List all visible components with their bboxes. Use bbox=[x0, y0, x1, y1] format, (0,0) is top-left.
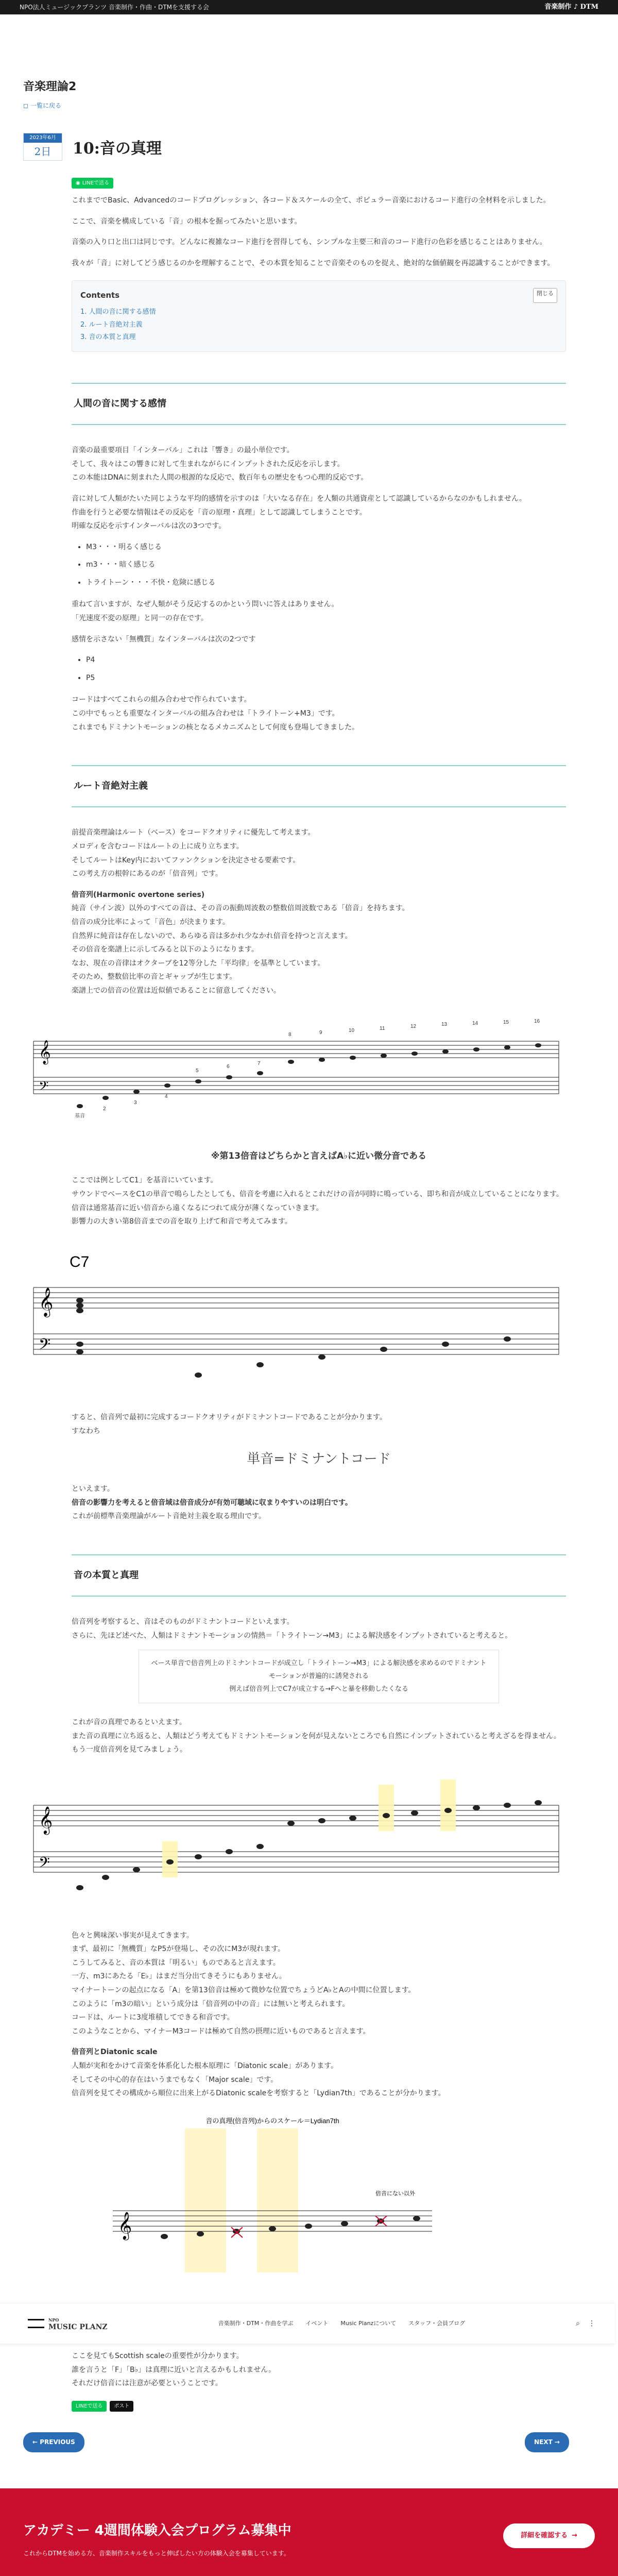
s3-line: 人類が実和をかけて音楽を体系化した根本原理に「Diatonic scale」があります。 bbox=[72, 2061, 338, 2070]
s1-line: 作曲を行うと必要な情報はその反応を「音の原理・真理」として認識してしまうことです。 bbox=[72, 508, 367, 517]
top-bar bbox=[0, 0, 618, 14]
s3-line: マイナートーンの起点になる「A」を第13倍音は極めて微妙な位置でちょうどA♭とAの中間に位置します。 bbox=[72, 1986, 416, 1994]
intro-1: これまででBasic、Advancedのコードプログレッション、各コード＆スケールの全て、ポピュラー音楽におけるコード進行の全材料を示しました。 bbox=[72, 196, 551, 205]
toc-item[interactable]: 2. ルート音絶対主義 bbox=[80, 320, 143, 329]
intro-4: 我々が「音」に対してどう感じるのかを理解することで、その本質を知ることで音楽そのものを捉え、絶対的な価値観を再認識することができます。 bbox=[72, 259, 555, 267]
sticky-navbar bbox=[0, 2303, 615, 2344]
s2-line: なお、現在の音律はオクターブを12等分した「平均律」を基準としています。 bbox=[72, 959, 325, 968]
diatonic-title: 倍音列とDiatonic scale bbox=[72, 2048, 158, 2057]
s2-line: すると、倍音列で最初に完成するコードクオリティがドミナントコードであることが分かります。 bbox=[72, 1413, 387, 1422]
treble-clef-icon: 𝄞 bbox=[39, 1287, 54, 1316]
article-body bbox=[39, 163, 595, 2412]
navbar-links bbox=[218, 2318, 465, 2329]
s3-line: コードは、ルートに3度堆積してできる和音です。 bbox=[72, 2013, 234, 2022]
bass-clef-icon: 𝄢 bbox=[39, 1335, 51, 1357]
score-title: 音の真理(倍音列)からのスケール＝Lydian7th bbox=[205, 2116, 339, 2125]
s3-line: 一方、m3にあたる「E♭」はまだ当分出てきそうにもありません。 bbox=[72, 1972, 286, 1981]
cta-button-label: 詳細を確認する bbox=[521, 2531, 568, 2539]
s3-line: また音の真理に立ち返ると、人類はどう考えてもドミナントモーションを何が見えないところでも自然にインプットされていると考えざるを得ません。 bbox=[72, 1732, 561, 1740]
post-header bbox=[23, 133, 569, 163]
line-share-label: LINEで送る bbox=[82, 180, 110, 186]
chord-name-label: C7 bbox=[70, 1253, 90, 1270]
page-head bbox=[23, 76, 76, 112]
s2-p bbox=[72, 1411, 566, 1438]
s1-line: そして、我々はこの響きに対して生まれながらにインプットされた反応を示します。 bbox=[72, 460, 345, 468]
nav-link[interactable]: 音楽制作・DTM・作曲を学ぶ bbox=[218, 2319, 294, 2327]
svg-text:9: 9 bbox=[319, 1029, 322, 1036]
section-heading: 音の本質と真理 bbox=[72, 1554, 566, 1597]
nav-link[interactable]: イベント bbox=[305, 2319, 329, 2327]
s3-line: それだけ倍音には注意が必要ということです。 bbox=[72, 2379, 222, 2388]
intro-3: 音楽の入り口と出口は同じです。どんなに複雑なコード進行を習得しても、シンプルな主要三和音のコード進行の色彩を感じることはありません。 bbox=[72, 238, 547, 247]
date-box bbox=[23, 133, 62, 161]
s2-line: サウンドでベースをC1の単音で鳴らしたとしても、倍音を考慮に入れるとこれだけの音が同時に鳴っている、即ち和音が成立していることになります。 bbox=[72, 1190, 563, 1199]
svg-text:7: 7 bbox=[258, 1060, 261, 1066]
list-item: • P5 bbox=[86, 671, 566, 685]
s2-line: 純音（サイン波）以外のすべての音は、その音の振動周波数の整数倍周波数である「倍音」を持ちます。 bbox=[72, 904, 409, 913]
s1-p bbox=[72, 492, 566, 533]
svg-text:10: 10 bbox=[349, 1027, 355, 1033]
bass-clef-icon: 𝄢 bbox=[39, 1078, 49, 1097]
cta-subtext: これからDTMを始める方、音楽制作スキルをもっと伸ばしたい方の体験入会を募集しています。 bbox=[23, 2550, 290, 2557]
x-post-button[interactable]: ポスト bbox=[110, 2401, 133, 2412]
s2-line: ここでは例としてC1」を基音にいています。 bbox=[72, 1176, 218, 1185]
toc-header bbox=[80, 288, 557, 303]
logo-main: MUSIC PLANZ bbox=[48, 2323, 108, 2332]
s3-p bbox=[72, 2349, 566, 2391]
nav-link[interactable]: Music Planzについて bbox=[340, 2319, 397, 2327]
s3-line: こうしてみると、音の本質は「明るい」ものであると言えます。 bbox=[72, 1958, 280, 1967]
callout-13th: ※第13倍音はどちらかと言えばA♭に近い微分音である bbox=[211, 1151, 427, 1162]
post-title: 10:音の真理 bbox=[73, 140, 162, 158]
toc-list bbox=[80, 306, 557, 344]
svg-text:14: 14 bbox=[472, 1020, 478, 1026]
nav-link[interactable]: スタッフ・会員ブログ bbox=[408, 2319, 466, 2327]
truth-quote-box: ベース単音で倍音列上のドミナントコードが成立し「トライトーン→M3」による解決感を求めるのでドミナントモーションが普遍的に誘発される 例えば倍音列上でC7が成立する→Fへと暴を移動したくなる bbox=[139, 1650, 499, 1703]
s1-line: 音楽の最重要項目「インターバル」これは「響き」の最小単位です。 bbox=[72, 446, 294, 455]
line-share-button[interactable] bbox=[72, 178, 113, 189]
previous-button[interactable]: ← PREVIOUS bbox=[23, 2432, 84, 2452]
s2-line: この考え方の根幹にあるのが「倍音列」です。 bbox=[72, 870, 222, 878]
s2-line: 楽譜上での倍音の位置は近似値であることに留意してください。 bbox=[72, 986, 281, 995]
cta-title: アカデミー 4週間体験入会プログラム募集中 bbox=[23, 2522, 291, 2538]
s3-line: ここを見てもScottish scaleの重要性が分かります。 bbox=[72, 2352, 244, 2361]
s3-p bbox=[72, 1615, 566, 1642]
table-of-contents bbox=[72, 280, 566, 352]
svg-text:13: 13 bbox=[441, 1021, 448, 1027]
s3-line: このようなことから、マイナーM3コードは極めて自然の摂理に近いものであると言えます。 bbox=[72, 2027, 370, 2036]
svg-text:8: 8 bbox=[288, 1031, 291, 1038]
s2-line: 影響力の大きい第8倍音までの音を取り上げて和音で考えてみます。 bbox=[72, 1217, 292, 1226]
s2-line: 前提音楽理論はルート（ベース）をコードクオリティに優先して考えます。 bbox=[72, 828, 315, 837]
s2-line: 倍音は通常基音に近い倍音から遠くなるにつれて成分が薄くなっていきます。 bbox=[72, 1204, 323, 1212]
logo-top: NPO bbox=[48, 2317, 59, 2323]
svg-text:3: 3 bbox=[134, 1099, 137, 1106]
s2-p bbox=[72, 902, 566, 997]
s3-line: まず、最初に「無機質」なP5が登場し、その次にM3が現れます。 bbox=[72, 1945, 285, 1954]
section-heading: 人間の音に関する感情 bbox=[72, 383, 566, 425]
treble-clef-icon: 𝄞 bbox=[118, 2211, 132, 2239]
s3-line: 色々と興味深い事実が見えてきます。 bbox=[72, 1931, 194, 1940]
cta-detail-button[interactable] bbox=[503, 2523, 595, 2548]
s2-line: これが前標準音楽理論がルート音絶対主義を取る理由です。 bbox=[72, 1512, 266, 1521]
svg-text:5: 5 bbox=[196, 1067, 199, 1074]
s3-line: これが音の真理であるといえます。 bbox=[72, 1718, 186, 1727]
back-to-list-link[interactable] bbox=[23, 100, 76, 112]
s1-p: 感情を示さない「無機質」なインターバルは次の2つです bbox=[72, 635, 256, 643]
s3-line: 倍音列を見てその構成から順位に出来上がるDiatonic scaleを考察すると「Lydian7th」であることが分かります。 bbox=[72, 2089, 445, 2098]
overtone-score-c7 bbox=[23, 1246, 569, 1396]
s1-line: 音に対して人類がたいた同じような平均的感情を示すのは「大いなる存在」を人類の共通資産として認識しているからなのかもしれません。 bbox=[72, 494, 526, 503]
overtone-title: 倍音列(Harmonic overtone series) bbox=[72, 890, 205, 899]
s1-line: この中でもっとも重要なインターバルの組み合わせは「トライトーン+M3」です。 bbox=[72, 709, 339, 718]
s3-p bbox=[72, 1929, 566, 2039]
line-share-button[interactable]: LINEで送る bbox=[72, 2401, 107, 2412]
back-link-label: 一覧に戻る bbox=[30, 101, 61, 109]
s2-line: メロディを含むコードはルートの上に成り立ちます。 bbox=[72, 842, 244, 851]
treble-clef-icon: 𝄞 bbox=[39, 1040, 51, 1064]
overtone-score-2 bbox=[23, 1774, 569, 1913]
bass-clef-icon: 𝄢 bbox=[39, 1854, 50, 1875]
svg-text:12: 12 bbox=[410, 1023, 417, 1029]
s2-line: そのため、整数倍比率の音とギャップが生じます。 bbox=[72, 973, 237, 981]
archive-title: 音楽理論2 bbox=[23, 80, 77, 93]
emotional-intervals-list bbox=[86, 540, 566, 590]
s1-line: 明確な反応を示すインターバルは次の3つです。 bbox=[72, 522, 226, 531]
intro-2: ここで、音楽を構成している「音」の根本を掘ってみたいと思います。 bbox=[72, 217, 302, 226]
s2-line: そしてルートはKey内においてファンクションを決定させる要素です。 bbox=[72, 856, 300, 865]
overtone-score-1 bbox=[23, 1015, 569, 1124]
s1-line: これまでもドミナントモーションの核となるメカニズムとして何度も登場してきました。 bbox=[72, 723, 359, 732]
s1-p bbox=[72, 444, 566, 485]
navbar-icons bbox=[576, 2317, 595, 2331]
s2-line: といえます。 bbox=[72, 1484, 114, 1493]
big-statement: 単音=ドミナントコード bbox=[247, 1451, 391, 1467]
svg-text:16: 16 bbox=[534, 1018, 540, 1024]
s3-line: このように「m3の暗い」という成分は「倍音列の中の音」には無いと考えられます。 bbox=[72, 1999, 350, 2008]
line-icon: ◉ bbox=[76, 180, 80, 186]
s3-p bbox=[72, 1716, 566, 1757]
toc-toggle-button[interactable]: 閉じる bbox=[533, 288, 557, 303]
s2-line: 倍音の影響力を考えると倍音域は倍音成分が有効可聴域に収まりやすいのは明白です。 bbox=[72, 1498, 352, 1507]
svg-text:6: 6 bbox=[227, 1063, 230, 1070]
s1-p bbox=[72, 693, 566, 734]
back-icon: ◻ bbox=[23, 101, 28, 109]
date-year-month: 2023年6月 bbox=[24, 133, 62, 143]
list-item: • M3・・・明るく感じる bbox=[86, 540, 566, 554]
s2-line: 自然界に純音は存在しないので、あらゆる音は多かれ少なかれ倍音を持つと言えます。 bbox=[72, 931, 352, 940]
post-pager bbox=[23, 2432, 569, 2452]
share-row bbox=[72, 2401, 566, 2412]
s2-p bbox=[72, 1174, 566, 1228]
logo-mark-icon bbox=[28, 2319, 44, 2328]
date-day: 2日 bbox=[34, 145, 52, 158]
svg-text:基音: 基音 bbox=[75, 1113, 85, 1119]
s2-p bbox=[72, 1482, 566, 1523]
cta-banner bbox=[0, 2488, 618, 2576]
svg-text:11: 11 bbox=[380, 1025, 385, 1031]
neutral-intervals-list bbox=[86, 653, 566, 685]
s1-line: 重ねて言いますが、なぜ人類がそう反応するのかという問いに答えはありません。 bbox=[72, 600, 339, 609]
s1-line: この本能はDNAに刻まれた人間の根源的な反応で、数百年もの歴史をもつ心理的反応です。 bbox=[72, 473, 368, 482]
s3-line: もう一度倍音列を見てみましょう。 bbox=[72, 1745, 187, 1754]
svg-text:4: 4 bbox=[165, 1093, 168, 1099]
s3-line: さらに、先ほど述べた、人類はドミナントモーションの情熱＝「トライトーン→M3」による解決感をインプットされていると考えると。 bbox=[72, 1631, 512, 1640]
arrow-right-icon: → bbox=[572, 2531, 577, 2539]
toc-title: Contents bbox=[80, 291, 120, 300]
svg-text:15: 15 bbox=[503, 1019, 509, 1025]
main-content bbox=[23, 133, 595, 2452]
list-item: • P4 bbox=[86, 653, 566, 667]
s2-line: その倍音を楽譜上に示してみると以下のようになります。 bbox=[72, 945, 259, 954]
toc-item[interactable]: 3. 音の本質と真理 bbox=[80, 333, 136, 342]
s3-line: そしてその中心的存在はいうまでもなく「Major scale」です。 bbox=[72, 2075, 278, 2084]
s3-line: 倍音列を考察すると、音はそのものがドミナントコードといえます。 bbox=[72, 1617, 294, 1626]
top-tagline: NPO法人ミュージックプランツ 音楽制作・作曲・DTMを支援する会 bbox=[20, 3, 209, 11]
next-button[interactable]: NEXT → bbox=[525, 2432, 569, 2452]
s3-p bbox=[72, 2059, 566, 2100]
menu-icon[interactable]: ⋮ bbox=[588, 2319, 595, 2328]
list-item: • トライトーン・・・不快・危険に感じる bbox=[86, 576, 566, 590]
toc-item[interactable]: 1. 人間の音に関する感情 bbox=[80, 308, 156, 316]
s1-line: コードはすべてこれらの組み合わせで作られています。 bbox=[72, 696, 251, 704]
s2-line: すなわち bbox=[72, 1427, 100, 1435]
score-note: 倍音にない以外 bbox=[375, 2190, 415, 2197]
s1-p bbox=[72, 598, 566, 625]
treble-clef-icon: 𝄞 bbox=[39, 1805, 53, 1834]
s3-line: 誰を言うと「F」「B♭」は真理に近いと言えるかもしれません。 bbox=[72, 2365, 276, 2374]
svg-text:2: 2 bbox=[103, 1106, 106, 1112]
lydian7-score bbox=[108, 2113, 437, 2283]
list-item: • m3・・・暗く感じる bbox=[86, 558, 566, 572]
s1-line: 「光速度不変の原理」と同一の存在です。 bbox=[72, 614, 208, 623]
s2-line: 倍音の成分比率によって「音色」が決まります。 bbox=[72, 918, 230, 926]
section-heading: ルート音絶対主義 bbox=[72, 765, 566, 807]
search-icon[interactable]: ⌕ bbox=[576, 2319, 580, 2328]
navbar-logo[interactable] bbox=[28, 2316, 108, 2332]
s2-p bbox=[72, 826, 566, 880]
top-logo[interactable]: 音楽制作 ♪ DTM bbox=[544, 3, 598, 11]
